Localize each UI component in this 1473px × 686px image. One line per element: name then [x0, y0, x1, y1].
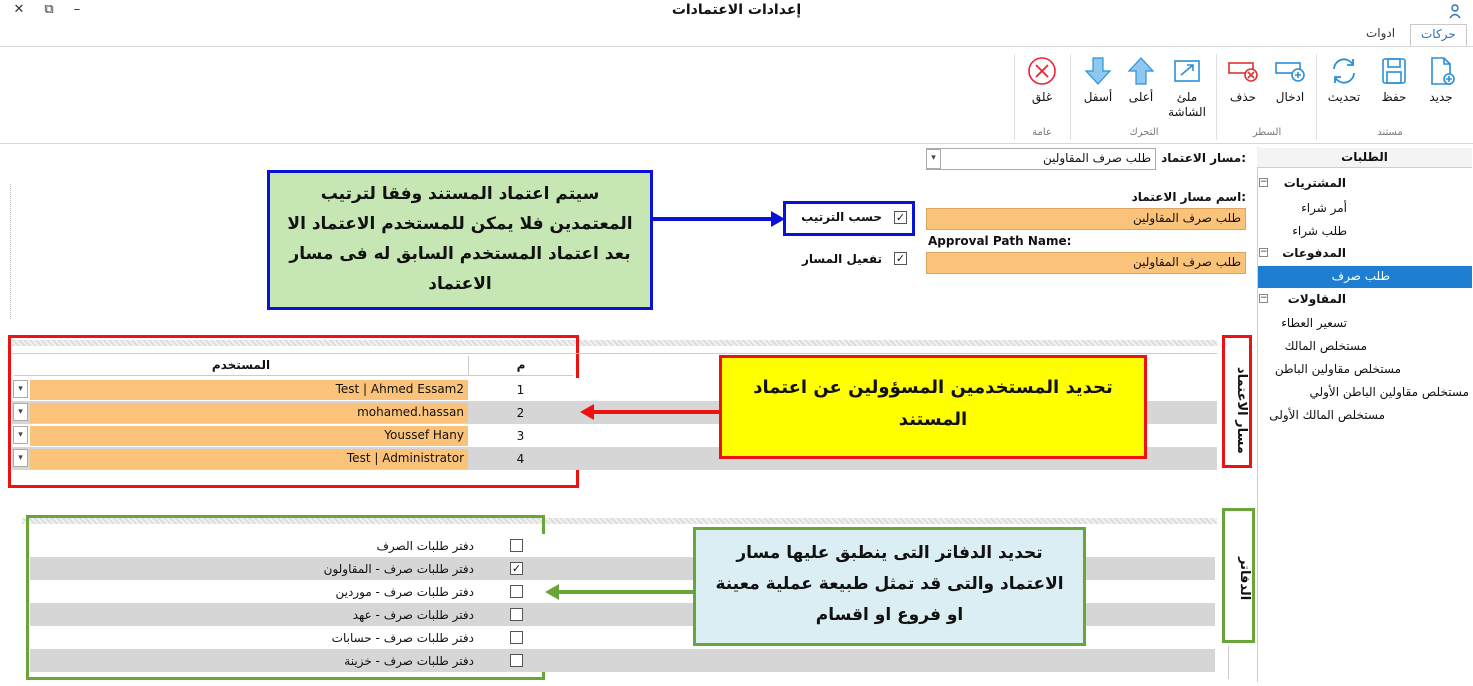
save-button[interactable]: [1374, 55, 1414, 104]
path-name-en-label: Approval Path Name:: [928, 234, 1072, 248]
book-label: دفتر طلبات صرف - موردين: [335, 585, 474, 599]
fullscreen-button[interactable]: [1162, 55, 1212, 120]
tab-transactions[interactable]: حركات: [1410, 24, 1467, 46]
check-icon: ✓: [895, 252, 906, 265]
arrow-left-icon: [545, 583, 693, 601]
by-order-label: حسب الترتيب: [801, 210, 882, 224]
fullscreen-label-line2: الشاشة: [1168, 105, 1206, 119]
tab-tools[interactable]: ادوات: [1366, 26, 1396, 40]
by-order-checkbox[interactable]: [894, 211, 907, 224]
user-cell[interactable]: mohamed.hassan: [30, 403, 468, 423]
num-cell: 4: [516, 452, 525, 466]
move-down-button[interactable]: [1076, 55, 1120, 104]
book-label: دفتر طلبات صرف - خزينة: [344, 654, 474, 668]
fullscreen-label-line1: ملئ: [1176, 90, 1198, 104]
insert-row-button[interactable]: [1268, 55, 1312, 104]
book-label: دفتر طلبات الصرف: [376, 539, 474, 553]
tree-item[interactable]: مستخلص المالك الأولى: [1269, 408, 1385, 422]
group-separator: [1216, 54, 1217, 140]
book-checkbox[interactable]: [510, 654, 523, 667]
move-up-label: أعلى: [1128, 90, 1154, 104]
collapse-icon[interactable]: −: [1260, 177, 1268, 187]
tree-header: الطلبات: [1257, 148, 1472, 168]
group-label-move: التحرك: [1129, 127, 1159, 138]
arrow-up-icon: [1125, 55, 1157, 87]
save-button-label: حفظ: [1381, 90, 1407, 104]
book-checkbox[interactable]: [510, 585, 523, 598]
arrow-left-icon: [580, 403, 720, 421]
book-checkbox[interactable]: [510, 608, 523, 621]
tree-item[interactable]: مستخلص المالك: [1284, 339, 1367, 353]
ribbon-bottom-divider: [0, 143, 1473, 144]
num-cell: 2: [516, 406, 525, 420]
close-button[interactable]: [1022, 55, 1062, 104]
user-cell[interactable]: Test | Ahmed Essam2: [30, 380, 468, 400]
tree-group-purchases[interactable]: المشتريات: [1283, 176, 1346, 190]
new-button[interactable]: [1421, 55, 1461, 104]
user-settings-icon[interactable]: [1448, 3, 1464, 22]
col-header-num: م: [468, 356, 573, 376]
move-down-label: أسفل: [1083, 90, 1113, 104]
move-up-button[interactable]: [1124, 55, 1158, 104]
chevron-down-icon[interactable]: ▾: [13, 426, 28, 444]
activate-path-checkbox[interactable]: [894, 252, 907, 265]
side-tab-books[interactable]: [1222, 508, 1255, 643]
arrow-down-icon: [1082, 55, 1114, 87]
window-title: إعدادات الاعتمادات: [671, 2, 802, 18]
group-separator: [1070, 54, 1071, 140]
user-cell[interactable]: Test | Administrator: [30, 449, 468, 469]
close-button-label: غلق: [1031, 90, 1053, 104]
callout-by-order: سيتم اعتماد المستند وفقا لترتيب المعتمدين فلا يمكن للمستخدم الاعتماد الا بعد اعتماد المستخدم السابق له فى مسار الاعتماد: [267, 170, 653, 310]
book-label: دفتر طلبات صرف - عهد: [352, 608, 474, 622]
minimize-icon[interactable]: –: [73, 2, 81, 17]
side-tab-label: مسار الاعتماد: [1234, 367, 1249, 454]
num-cell: 3: [516, 429, 525, 443]
grid-line: [12, 353, 1217, 354]
panel-edge: [10, 184, 11, 319]
chevron-down-icon[interactable]: ▾: [13, 380, 28, 398]
tree-group-contracting[interactable]: المقاولات: [1287, 292, 1346, 306]
group-label-general: عامة: [1032, 127, 1052, 138]
save-icon: [1378, 55, 1410, 87]
ribbon-divider: [0, 46, 1473, 47]
book-checkbox[interactable]: [510, 539, 523, 552]
book-checkbox[interactable]: [510, 631, 523, 644]
refresh-button-label: تحديث: [1327, 90, 1361, 104]
book-label: دفتر طلبات صرف - المقاولون: [323, 562, 474, 576]
refresh-icon: [1328, 55, 1360, 87]
side-tab-approval-path[interactable]: [1222, 335, 1252, 468]
delete-row-button[interactable]: [1222, 55, 1264, 104]
insert-row-label: ادخال: [1275, 90, 1305, 104]
chevron-down-icon[interactable]: ▾: [926, 149, 941, 169]
approval-path-select[interactable]: [926, 148, 1156, 170]
tree-group-payments[interactable]: المدفوعات: [1282, 246, 1346, 260]
tree-item[interactable]: تسعير العطاء: [1281, 316, 1347, 330]
fullscreen-icon: [1171, 55, 1203, 87]
group-separator: [1316, 54, 1317, 140]
close-circle-icon: [1026, 55, 1058, 87]
check-icon: ✓: [511, 562, 522, 575]
chevron-down-icon[interactable]: ▾: [13, 403, 28, 421]
book-checkbox[interactable]: [510, 562, 523, 575]
book-label: دفتر طلبات صرف - حسابات: [331, 631, 474, 645]
check-icon: ✓: [895, 211, 906, 224]
path-name-ar-field[interactable]: طلب صرف المقاولين: [926, 208, 1246, 230]
panel-edge: [1228, 646, 1255, 679]
insert-row-icon: [1273, 55, 1307, 87]
num-cell: 1: [516, 383, 525, 397]
callout-users: تحديد المستخدمين المسؤولين عن اعتماد المستند: [719, 355, 1147, 459]
arrow-right-icon: [653, 209, 785, 229]
approval-path-label: مسار الاعتماد:: [1161, 151, 1246, 165]
activate-path-label: تفعيل المسار: [802, 252, 882, 266]
collapse-icon[interactable]: −: [1260, 247, 1268, 257]
path-name-ar-label: اسم مسار الاعتماد:: [1131, 190, 1246, 204]
approval-path-value: طلب صرف المقاولين: [1042, 151, 1151, 165]
user-cell[interactable]: Youssef Hany: [30, 426, 468, 446]
tree-item[interactable]: طلب شراء: [1292, 224, 1347, 238]
collapse-icon[interactable]: −: [1260, 293, 1268, 303]
callout-books: تحديد الدفاتر التى ينطبق عليها مسار الاعتماد والتى قد تمثل طبيعة عملية معينة او فروع او اقسام: [693, 527, 1086, 646]
delete-row-label: حذف: [1229, 90, 1257, 104]
list-item: [30, 649, 1215, 672]
group-label-document: مستند: [1377, 127, 1403, 138]
tree-item[interactable]: أمر شراء: [1301, 201, 1347, 215]
new-document-icon: [1425, 55, 1457, 87]
side-tab-label: الدفاتر: [1237, 556, 1252, 601]
delete-row-icon: [1226, 55, 1260, 87]
tree-item[interactable]: مستخلص مقاولين الباطن الأولي: [1309, 385, 1469, 399]
refresh-button[interactable]: [1322, 55, 1366, 104]
group-separator: [1014, 54, 1015, 140]
new-button-label: جديد: [1429, 90, 1453, 104]
chevron-down-icon[interactable]: ▾: [13, 449, 28, 467]
close-icon[interactable]: ✕: [13, 2, 25, 17]
col-header-user: المستخدم: [14, 356, 468, 376]
group-label-row: السطر: [1252, 127, 1282, 138]
tree-item[interactable]: مستخلص مقاولين الباطن: [1274, 362, 1401, 376]
tree-item-selected[interactable]: [1258, 266, 1472, 288]
path-name-en-field[interactable]: طلب صرف المقاولين: [926, 252, 1246, 274]
tree-item-label: طلب صرف: [1331, 269, 1390, 283]
restore-icon[interactable]: ⧉: [44, 2, 54, 17]
